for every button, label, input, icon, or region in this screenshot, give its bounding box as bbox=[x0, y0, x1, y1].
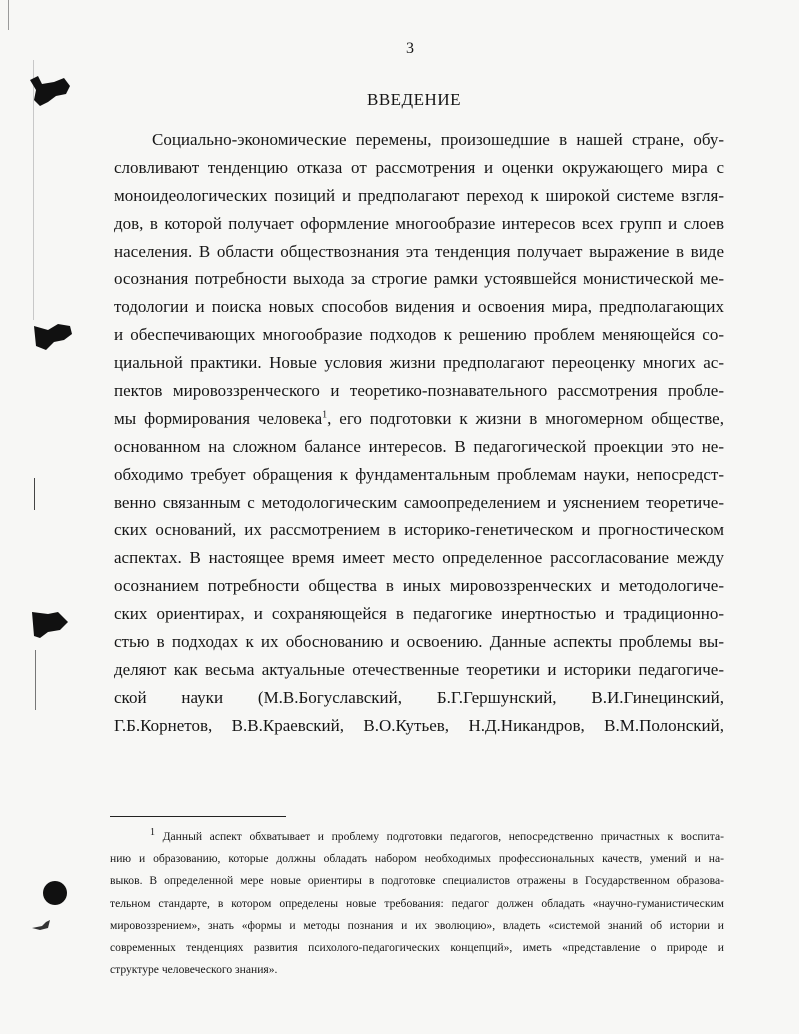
text-line: основанном на сложном балансе интересов. В педагогической проекции это не- bbox=[114, 436, 724, 456]
text-line: ской науки (М.В.Богуславский, Б.Г.Гершунский, В.И.Гинецинский, bbox=[114, 687, 724, 707]
text-line: деляют как весьма актуальные отечественные теоретики и историки педагогиче- bbox=[114, 659, 724, 679]
text-line: тодологии и поиска новых способов видения и освоения мира, предполагающих bbox=[114, 297, 724, 317]
footnote-line-text: Данный аспект обхватывает и проблему подготовки педагогов, непосредственно причастных к воспита- bbox=[162, 830, 724, 843]
footnote-line: тельном стандарте, в котором определены новые требования: педагог должен обладать «научно-гуманистическим bbox=[110, 896, 724, 910]
body-paragraph bbox=[114, 126, 724, 740]
footnote-line: выков. В определенной мере новые ориентиры в подготовке специалистов отражены в Государственном образова- bbox=[110, 874, 724, 888]
footnote-reference[interactable]: 1 bbox=[322, 409, 328, 421]
text-line: населения. В области обществознания эта тенденция получает выражение в виде bbox=[114, 241, 724, 261]
text-line: осознания потребности выхода за строгие рамки устоявшейся монистической ме- bbox=[114, 269, 724, 289]
page-title: ВВЕДЕНИЕ bbox=[367, 90, 461, 109]
text-line-part: мы формирования человека bbox=[114, 408, 323, 428]
text-line: стью в подходах к их обоснованию и освоению. Данные аспекты проблемы вы- bbox=[114, 632, 724, 652]
footnote-line: структуре человеческого знания». bbox=[110, 963, 278, 977]
text-line: Социально-экономические перемены, произошедшие в нашей стране, обу- bbox=[152, 130, 724, 149]
footnote-marker: 1 bbox=[150, 827, 155, 839]
text-line: осознанием потребности общества в иных мировоззренческих и методологиче- bbox=[114, 576, 724, 596]
scan-edge-line bbox=[8, 0, 9, 30]
scan-edge-line bbox=[34, 478, 35, 510]
text-line: и обеспечивающих многообразие подходов к решению проблем меняющейся со- bbox=[114, 325, 724, 345]
text-line: циальной практики. Новые условия жизни предполагают переоценку многих ас- bbox=[114, 353, 724, 373]
text-line: ских оснований, их рассмотрением в историко-генетическом и прогностическом bbox=[114, 520, 724, 540]
text-line-part: , его подготовки к жизни в многомерном обществе, bbox=[327, 408, 724, 428]
text-line: дов, в которой получает оформление многообразие интересов всех групп и слоев bbox=[114, 213, 724, 233]
footnote-line: современных тенденциях развития психолого-педагогических концепций», иметь «представление о природе и bbox=[110, 940, 724, 954]
text-line: аспектах. В настоящее время имеет место определенное рассогласование между bbox=[114, 548, 724, 568]
text-line: моноидеологических позиций и предполагают переход к широкой системе взгля- bbox=[114, 185, 724, 205]
text-line bbox=[114, 405, 724, 433]
footnote-line: мировоззрением», знать «формы и методы познания и их эволюцию», владеть «системой знаний об истории и bbox=[110, 918, 724, 932]
page-number: 3 bbox=[406, 40, 414, 57]
text-line: венно связанным с методологическим самоопределением и уяснением теоретиче- bbox=[114, 492, 724, 512]
scan-smudge-mark bbox=[30, 918, 54, 934]
text-line: пектов мировоззренческого и теоретико-познавательного рассмотрения пробле- bbox=[114, 381, 724, 401]
scan-edge-line bbox=[35, 650, 36, 710]
text-line: обходимо требует обращения к фундаментальным проблемам науки, непосредст- bbox=[114, 464, 724, 484]
footnote bbox=[110, 826, 724, 981]
footnote-line bbox=[110, 826, 724, 848]
text-line: ских ориентирах, и сохраняющейся в педагогике инертностью и традиционно- bbox=[114, 604, 724, 624]
binding-hole-mark bbox=[28, 316, 78, 360]
binding-hole-mark bbox=[28, 608, 74, 652]
footnote-line: нию и образованию, которые должны обладать набором необходимых профессиональных качеств, умений и на- bbox=[110, 852, 724, 866]
text-line: словливают тенденцию отказа от рассмотрения и оценки окружающего мира с bbox=[114, 157, 724, 177]
footnote-separator bbox=[110, 816, 286, 817]
binding-hole-mark bbox=[40, 878, 70, 908]
text-line: Г.Б.Корнетов, В.В.Краевский, В.О.Кутьев, Н.Д.Никандров, В.М.Полонский, bbox=[114, 715, 724, 735]
